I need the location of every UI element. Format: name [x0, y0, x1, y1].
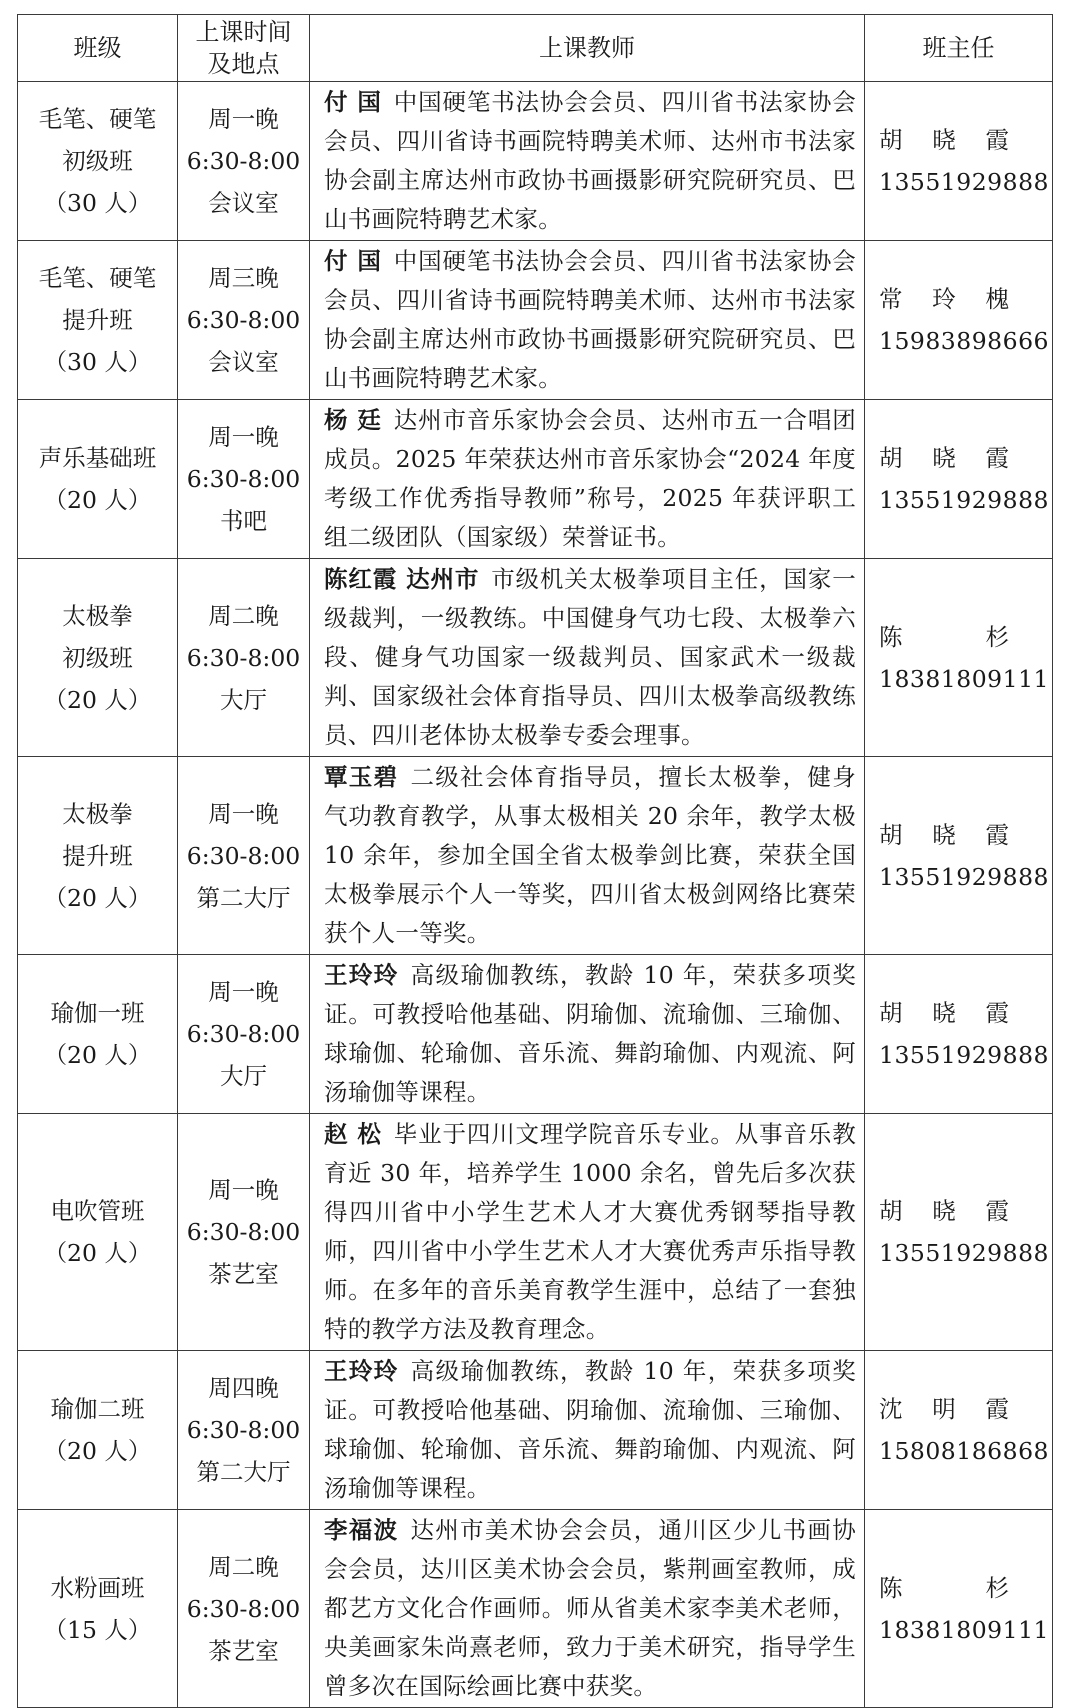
table-row [18, 955, 1053, 1114]
header-head-teacher: 班主任 [865, 15, 1053, 82]
head-teacher-cell [865, 559, 1053, 757]
class-time: 6:30-8:00 [186, 465, 301, 493]
class-name-line: 毛笔、硬笔 [38, 105, 157, 133]
teacher-name: 李福波 [324, 1516, 399, 1544]
teacher-description: 高级瑜伽教练，教龄 10 年，荣获多项奖证。可教授哈他基础、阴瑜伽、流瑜伽、三瑜伽、球瑜伽、轮瑜伽、音乐流、舞韵瑜伽、内观流、阿汤瑜伽等课程。 [324, 961, 857, 1106]
class-day: 周一晚 [208, 105, 279, 133]
head-teacher-cell [865, 1351, 1053, 1510]
head-teacher-phone: 13551929888 [879, 862, 1049, 891]
table-row [18, 400, 1053, 559]
table-row [18, 1351, 1053, 1510]
class-place: 茶艺室 [208, 1636, 279, 1665]
teacher-name: 赵 松 [324, 1120, 382, 1148]
class-name-line: （15 人） [43, 1615, 152, 1644]
class-name-line: 毛笔、硬笔 [38, 264, 157, 292]
head-teacher-cell [865, 1510, 1053, 1708]
class-name-cell [18, 1114, 178, 1351]
class-time: 6:30-8:00 [186, 306, 301, 334]
teacher-name: 付 国 [324, 247, 382, 275]
teacher-description: 达州市音乐家协会会员、达州市五一合唱团成员。2025 年荣获达州市音乐家协会“2024 年度考级工作优秀指导教师”称号，2025 年获评职工组二级团队（国家级）荣誉证书。 [324, 406, 856, 551]
class-name-cell [18, 400, 178, 559]
teacher-name: 付 国 [324, 88, 382, 116]
class-place: 书吧 [220, 507, 267, 535]
teacher-cell [310, 955, 865, 1114]
head-teacher-cell [865, 241, 1053, 400]
class-day: 周一晚 [208, 423, 279, 451]
class-name-line: （20 人） [43, 685, 152, 714]
class-place: 会议室 [208, 348, 279, 376]
head-teacher-name: 陈杉 [879, 622, 1009, 651]
class-name-line: 瑜伽二班 [50, 1395, 145, 1423]
class-day: 周二晚 [208, 1552, 279, 1581]
time-place-cell [178, 757, 310, 955]
class-place: 大厅 [220, 1062, 267, 1090]
head-teacher-phone: 13551929888 [879, 486, 1049, 514]
teacher-name: 覃玉碧 [324, 763, 399, 791]
class-name-line: 瑜伽一班 [50, 999, 145, 1027]
header-time-line2: 及地点 [207, 50, 280, 78]
time-place-cell [178, 1351, 310, 1510]
class-name-cell [18, 559, 178, 757]
class-day: 周一晚 [208, 799, 279, 828]
table-row [18, 559, 1053, 757]
header-row [18, 15, 1053, 82]
head-teacher-phone: 18381809111 [879, 1615, 1049, 1644]
head-teacher-name: 胡晓霞 [879, 1197, 1009, 1225]
class-place: 第二大厅 [196, 1458, 291, 1486]
class-place: 大厅 [220, 685, 267, 714]
head-teacher-cell [865, 757, 1053, 955]
class-name-cell [18, 1510, 178, 1708]
teacher-cell [310, 1351, 865, 1510]
class-name-line: 提升班 [62, 841, 133, 870]
class-name-cell [18, 82, 178, 241]
header-teacher: 上课教师 [310, 15, 865, 82]
head-teacher-name: 胡晓霞 [879, 126, 1009, 154]
teacher-description: 中国硬笔书法协会会员、四川省书法家协会会员、四川省诗书画院特聘美术师、达州市书法家协会副主席达州市政协书画摄影研究院研究员、巴山书画院特聘艺术家。 [324, 247, 856, 392]
teacher-cell [310, 559, 865, 757]
time-place-cell [178, 241, 310, 400]
class-day: 周一晚 [208, 978, 279, 1006]
head-teacher-cell [865, 400, 1053, 559]
table-row [18, 241, 1053, 400]
class-name-line: 水粉画班 [50, 1573, 145, 1602]
head-teacher-phone: 18381809111 [879, 664, 1049, 693]
class-name-cell [18, 757, 178, 955]
teacher-description: 市级机关太极拳项目主任，国家一级裁判，一级教练。中国健身气功七段、太极拳六段、健身气功国家一级裁判员、国家武术一级裁判、国家级社会体育指导员、四川太极拳高级教练员、四川老体协太极拳专委会理事。 [324, 565, 856, 749]
teacher-name: 杨 廷 [324, 406, 382, 434]
head-teacher-name: 胡晓霞 [879, 820, 1009, 849]
class-time: 6:30-8:00 [186, 841, 301, 870]
class-name-line: 太极拳 [62, 601, 133, 630]
class-time: 6:30-8:00 [186, 1416, 301, 1444]
class-name-cell [18, 955, 178, 1114]
class-name-line: 初级班 [62, 643, 133, 672]
teacher-description: 毕业于四川文理学院音乐专业。从事音乐教育近 30 年，培养学生 1000 余名，曾先后多次获得四川省中小学生艺术人才大赛优秀钢琴指导教师，四川省中小学生艺术人才大赛优秀声乐指导教师。在多年的音乐美育教学生涯中，总结了一套独特的教学方法及教育理念。 [324, 1120, 856, 1343]
class-name-line: （20 人） [43, 486, 152, 514]
table-row [18, 757, 1053, 955]
teacher-cell [310, 1510, 865, 1708]
head-teacher-name: 陈杉 [879, 1573, 1009, 1602]
head-teacher-phone: 13551929888 [879, 168, 1049, 196]
table-row [18, 1114, 1053, 1351]
class-time: 6:30-8:00 [186, 1020, 301, 1048]
teacher-cell [310, 757, 865, 955]
class-day: 周二晚 [208, 601, 279, 630]
head-teacher-cell [865, 1114, 1053, 1351]
class-schedule-table [17, 14, 1053, 1708]
teacher-cell [310, 241, 865, 400]
time-place-cell [178, 1510, 310, 1708]
teacher-cell [310, 82, 865, 241]
teacher-cell [310, 400, 865, 559]
class-name-line: 声乐基础班 [38, 444, 157, 472]
teacher-description: 达州市美术协会会员，通川区少儿书画协会会员，达川区美术协会会员，紫荆画室教师，成都艺方文化合作画师。师从省美术家李美术老师，央美画家朱尚熹老师，致力于美术研究，指导学生曾多次在国际绘画比赛中获奖。 [324, 1516, 856, 1700]
table-row [18, 82, 1053, 241]
head-teacher-phone: 15808186868 [879, 1437, 1049, 1465]
class-place: 会议室 [208, 189, 279, 217]
class-name-line: （20 人） [43, 883, 152, 912]
head-teacher-name: 常玲槐 [879, 285, 1009, 313]
time-place-cell [178, 955, 310, 1114]
class-name-line: （20 人） [43, 1437, 152, 1465]
head-teacher-name: 胡晓霞 [879, 444, 1009, 472]
class-name-line: （20 人） [43, 1041, 152, 1069]
class-time: 6:30-8:00 [186, 643, 301, 672]
head-teacher-cell [865, 82, 1053, 241]
head-teacher-name: 胡晓霞 [879, 999, 1009, 1027]
teacher-description: 高级瑜伽教练，教龄 10 年，荣获多项奖证。可教授哈他基础、阴瑜伽、流瑜伽、三瑜伽、球瑜伽、轮瑜伽、音乐流、舞韵瑜伽、内观流、阿汤瑜伽等课程。 [324, 1357, 857, 1502]
teacher-description: 二级社会体育指导员，擅长太极拳，健身气功教育教学，从事太极相关 20 余年，教学太极 10 余年，参加全国全省太极拳剑比赛，荣获全国太极拳展示个人一等奖，四川省太极剑网络比赛荣获个人一等奖。 [324, 763, 856, 947]
class-name-cell [18, 241, 178, 400]
class-place: 第二大厅 [196, 883, 291, 912]
teacher-name: 陈红霞 达州市 [324, 565, 480, 593]
class-name-line: （30 人） [43, 348, 152, 376]
header-class: 班级 [18, 15, 178, 82]
class-name-line: 初级班 [62, 147, 133, 175]
class-day: 周三晚 [208, 264, 279, 292]
class-name-line: 提升班 [62, 306, 133, 334]
class-day: 周四晚 [208, 1374, 279, 1402]
class-day: 周一晚 [208, 1176, 279, 1204]
head-teacher-phone: 13551929888 [879, 1239, 1049, 1267]
table-row [18, 1510, 1053, 1708]
head-teacher-cell [865, 955, 1053, 1114]
class-name-line: 电吹管班 [50, 1197, 145, 1225]
header-time-line1: 上课时间 [195, 18, 292, 46]
teacher-name: 王玲玲 [324, 961, 399, 989]
class-time: 6:30-8:00 [186, 1218, 301, 1246]
class-name-cell [18, 1351, 178, 1510]
time-place-cell [178, 82, 310, 241]
teacher-cell [310, 1114, 865, 1351]
class-time: 6:30-8:00 [186, 1594, 301, 1623]
head-teacher-name: 沈明霞 [879, 1395, 1009, 1423]
header-time-place [178, 15, 310, 82]
time-place-cell [178, 1114, 310, 1351]
teacher-name: 王玲玲 [324, 1357, 399, 1385]
time-place-cell [178, 400, 310, 559]
teacher-description: 中国硬笔书法协会会员、四川省书法家协会会员、四川省诗书画院特聘美术师、达州市书法家协会副主席达州市政协书画摄影研究院研究员、巴山书画院特聘艺术家。 [324, 88, 856, 233]
time-place-cell [178, 559, 310, 757]
head-teacher-phone: 13551929888 [879, 1041, 1049, 1069]
class-name-line: 太极拳 [62, 799, 133, 828]
class-time: 6:30-8:00 [186, 147, 301, 175]
class-name-line: （20 人） [43, 1239, 152, 1267]
head-teacher-phone: 15983898666 [879, 327, 1049, 355]
class-name-line: （30 人） [43, 189, 152, 217]
class-place: 茶艺室 [208, 1260, 279, 1288]
